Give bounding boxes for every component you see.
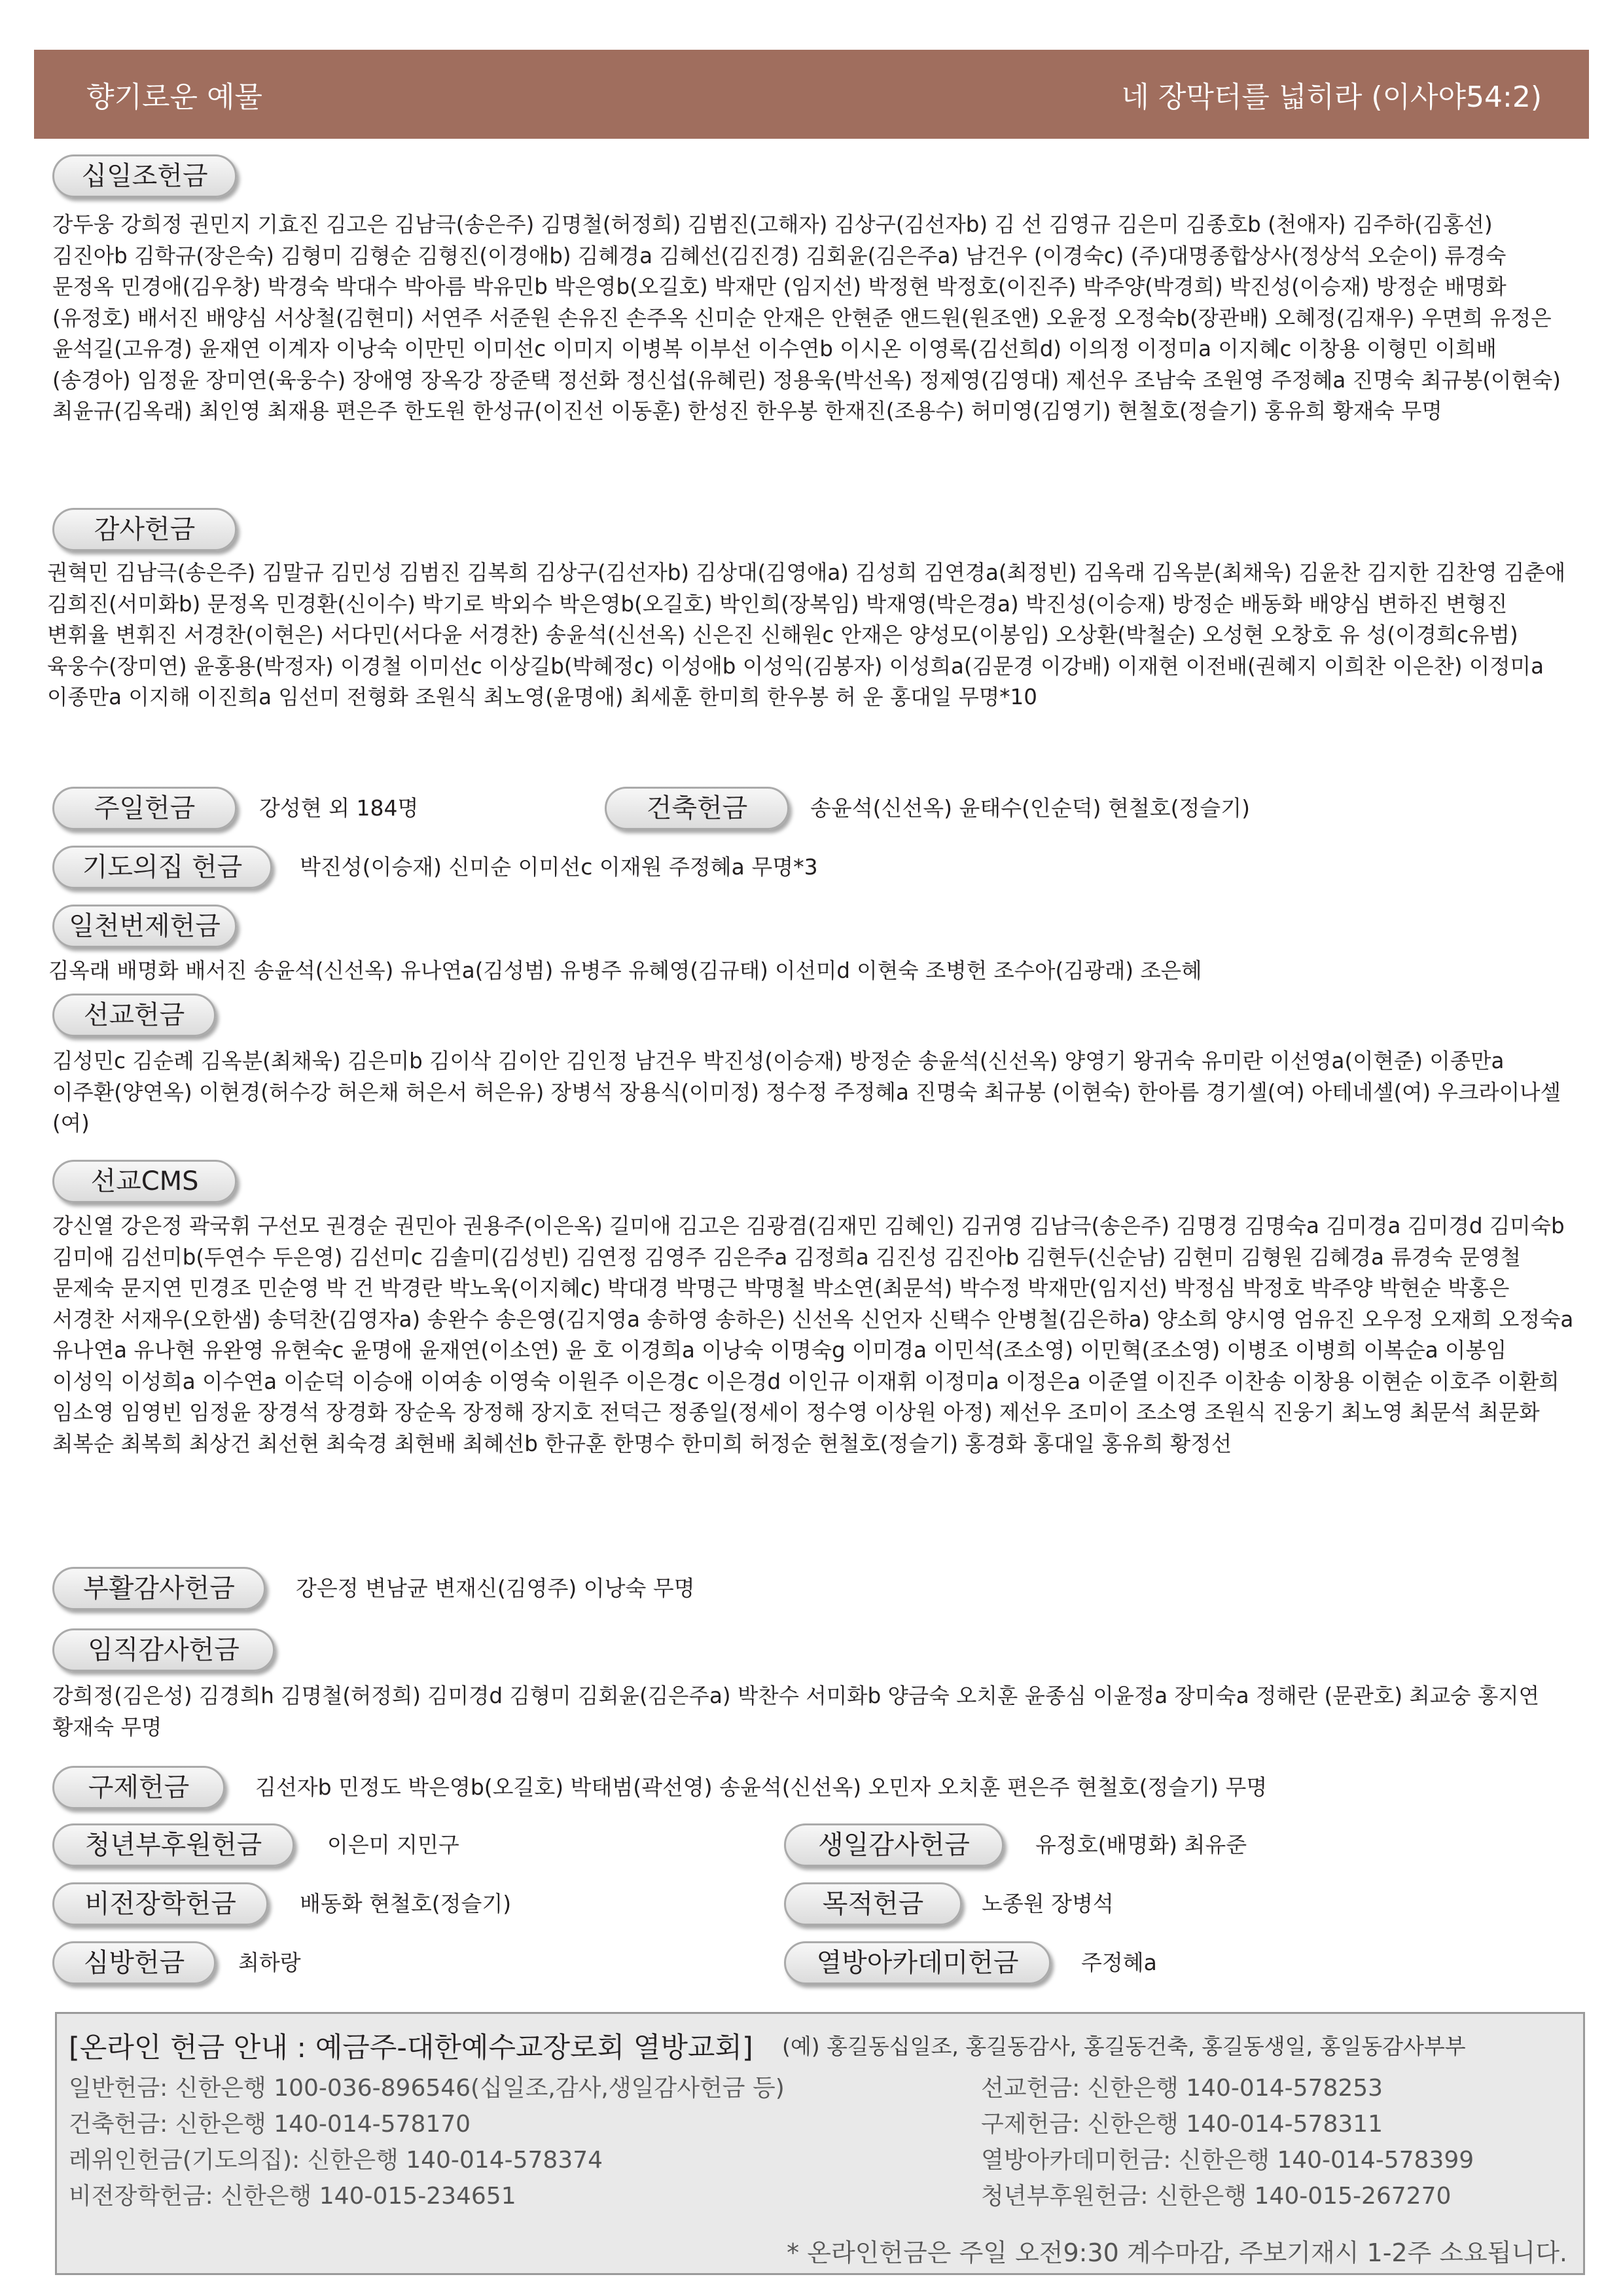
account-line: 구제헌금: 신한은행 140-014-578311 — [981, 2111, 1383, 2138]
thanks-names: 권혁민 김남극(송은주) 김말규 김민성 김범진 김복희 김상구(김선자b) 김상대(김영애a) 김성희 김연경a(최정빈) 김옥래 김옥분(최채욱) 김윤찬 김지한 김찬영 김춘애 김희진(서미화b) 문정옥 민경환(신이수) 박기로 박외수 박은영b(오길호) 박인희(장복임) 박재영(박은경a) 박진성(이승재) 방정순 배동화 배양심 변하진 변형진 변휘율 변휘진 서경찬(이현은) 서다민(서다윤 서경찬) 송윤석(신선옥) 신은진 신해원c 안재은 양성모(이봉임) 오상환(박철순) 오성현 오창호 유 성(이경희c유범) 육웅수(장미연) 윤홍용(박정자) 이경철 이미선c 이상길b(박혜정c) 이성애b 이성익(김봉자) 이성희a(김문경 이강배) 이재현 이전배(권혜지 이희찬 이은찬) 이정미a 이종만a 이지해 이진희a 임선미 전형화 조원식 최노영(윤명애) 최세훈 한미희 한우봉 허 운 홍대일 무명*10 — [47, 560, 1566, 709]
relief-label: 구제헌금 — [52, 1766, 225, 1809]
verse-reference: 네 장막터를 넓히라 (이사야54:2) — [1121, 81, 1542, 114]
tithe-label: 십일조헌금 — [52, 154, 237, 198]
account-line: 비전장학헌금: 신한은행 140-015-234651 — [69, 2183, 516, 2210]
relief-names: 김선자b 민정도 박은영b(오길호) 박태범(곽선영) 송윤석(신선옥) 오민자 오치훈 편은주 현철호(정슬기) 무명 — [255, 1774, 1268, 1800]
prayer-label: 기도의집 헌금 — [52, 846, 272, 889]
youth-names: 이은미 지민구 — [327, 1832, 459, 1857]
online-offering-box — [55, 2012, 1585, 2275]
online-offering-title: [온라인 헌금 안내 : 예금주-대한예수교장로회 열방교회] — [69, 2032, 753, 2064]
cms-names: 강신열 강은정 곽국휘 구선모 권경순 권민아 권용주(이은옥) 길미애 김고은 김광겸(김재민 김혜인) 김귀영 김남극(송은주) 김명경 김명숙a 김미경a 김미경d 김미숙b 김미애 김선미b(두연수 두은영) 김선미c 김솔미(김성빈) 김연정 김영주 김은주a 김정희a 김진성 김진아b 김현두(신순남) 김현미 김형원 김혜경a 류경숙 문영철 문제숙 문지연 민경조 민순영 박 건 박경란 박노욱(이지혜c) 박대경 박명근 박명철 박소연(최문석) 박수정 박재만(임지선) 박정심 박정호 박주양 박현순 박홍은 서경찬 서재우(오한샘) 송덕찬(김영자a) 송완수 송은영(김지영a 송하영 송하은) 신선옥 신언자 신택수 안병철(김은하a) 양소희 양시영 엄유진 오우정 오재희 오정숙a 유나연a 유나현 유완영 유현숙c 윤명애 윤재연(이소연) 윤 호 이경희a 이낭숙 이명숙g 이미경a 이민석(조소영) 이민혁(조소영) 이병조 이병희 이복순a 이봉임 이성익 이성희a 이수연a 이순덕 이승애 이여송 이영숙 이원주 이은경c 이은경d 이인규 이재휘 이정미a 이정은a 이준열 이진주 이찬송 이창용 이현순 이호주 이환희 임소영 임영빈 임정윤 장경석 장경화 장순옥 장정해 장지호 전덕근 정종일(정세이 정수영 이상원 아정) 제선우 조미이 조소영 조원식 진웅기 최노영 최문석 최문화 최복순 최복희 최상건 최선현 최숙경 최현배 최혜선b 한규훈 한명수 한미희 허정순 현철호(정슬기) 홍경화 홍대일 홍유희 황정선 — [52, 1213, 1574, 1456]
mission-label: 선교헌금 — [52, 994, 216, 1037]
birthday-label: 생일감사헌금 — [784, 1823, 1004, 1867]
academy-names: 주정혜a — [1081, 1950, 1157, 1975]
account-line: 열방아카데미헌금: 신한은행 140-014-578399 — [981, 2147, 1474, 2174]
birthday-names: 유정호(배명화) 최유준 — [1035, 1832, 1247, 1857]
header-bar — [34, 50, 1589, 139]
account-list-right — [981, 2070, 1474, 2214]
thousand-names: 김옥래 배명화 배서진 송윤석(신선옥) 유나연a(김성범) 유병주 유혜영(김규태) 이선미d 이현숙 조병헌 조수아(김광래) 조은혜 — [48, 958, 1202, 983]
scholarship-label: 비전장학헌금 — [52, 1882, 268, 1926]
tithe-names: 강두웅 강희정 권민지 기효진 김고은 김남극(송은주) 김명철(허정희) 김범진(고해자) 김상구(김선자b) 김 선 김영규 김은미 김종호b (천애자) 김주하(김홍선) 김진아b 김학규(장은숙) 김형미 김형순 김형진(이경애b) 김혜경a 김혜선(김진경) 김회윤(김은주a) 남건우 (이경숙c) (주)대명종합상사(정상석 오순이) 류경숙 문정옥 민경애(김우창) 박경숙 박대수 박아름 박유민b 박은영b(오길호) 박재만 (임지선) 박정현 박정호(이진주) 박주양(박경희) 박진성(이승재) 방정순 배명화(유정호) 배서진 배양심 서상철(김현미) 서연주 서준원 손유진 손주옥 신미순 안재은 안현준 앤드원(원조앤) 오윤정 오정숙b(장관배) 오혜정(김재우) 우면희 유정은 윤석길(고유경) 윤재연 이계자 이낭숙 이만민 이미선c 이미지 이병복 이부선 이수연b 이시온 이영록(김선희d) 이의정 이정미a 이지혜c 이창용 이형민 이희배 (송경아) 임정윤 장미연(육웅수) 장애영 장옥강 장준택 정선화 정신섭(유혜린) 정용욱(박선옥) 정제영(김영대) 제선우 조남숙 조원영 주정혜a 진명숙 최규봉(이현숙) 최윤규(김옥래) 최인영 최재용 편은주 한도원 한성규(이진선 이동훈) 한성진 한우봉 한재진(조용수) 허미영(김영기) 현철호(정슬기) 홍유희 황재숙 무명 — [52, 212, 1561, 423]
account-line: 선교헌금: 신한은행 140-014-578253 — [981, 2075, 1383, 2102]
sunday-label: 주일헌금 — [52, 787, 237, 830]
cms-label: 선교CMS — [52, 1160, 237, 1203]
page-title: 향기로운 예물 — [86, 81, 263, 114]
office-label: 임직감사헌금 — [52, 1628, 275, 1672]
sunday-names: 강성현 외 184명 — [259, 795, 419, 821]
purpose-names: 노종원 장병석 — [982, 1891, 1114, 1916]
account-line: 청년부후원헌금: 신한은행 140-015-267270 — [981, 2183, 1452, 2210]
building-label: 건축헌금 — [605, 787, 789, 830]
prayer-names: 박진성(이승재) 신미순 이미선c 이재원 주정혜a 무명*3 — [300, 854, 818, 880]
easter-names: 강은정 변남균 변재신(김영주) 이낭숙 무명 — [296, 1575, 695, 1601]
academy-label: 열방아카데미헌금 — [784, 1941, 1051, 1984]
account-line: 레위인헌금(기도의집): 신한은행 140-014-578374 — [69, 2147, 603, 2174]
office-names: 강희정(김은성) 김경희h 김명철(허정희) 김미경d 김형미 김회윤(김은주a) 박찬수 서미화b 양금숙 오치훈 윤종심 이윤정a 장미숙a 정해란 (문관호) 최교숭 홍지연 황재숙 무명 — [52, 1683, 1540, 1740]
building-names: 송윤석(신선옥) 윤태수(인순덕) 현철호(정슬기) — [810, 795, 1251, 821]
thousand-label: 일천번제헌금 — [52, 905, 237, 948]
youth-label: 청년부후원헌금 — [52, 1823, 294, 1867]
visit-names: 최하랑 — [238, 1950, 301, 1975]
easter-label: 부활감사헌금 — [52, 1567, 266, 1610]
scholarship-names: 배동화 현철호(정슬기) — [300, 1891, 512, 1916]
mission-names: 김성민c 김순례 김옥분(최채욱) 김은미b 김이삭 김이안 김인정 남건우 박진성(이승재) 방정순 송윤석(신선옥) 양영기 왕귀숙 유미란 이선영a(이현준) 이종만a 이주환(양연옥) 이현경(허수강 허은채 허은서 허은유) 장병석 장용식(이미정) 정수정 주정혜a 진명숙 최규봉 (이현숙) 한아름 경기셀(여) 아테네셀(여) 우크라이나셀(여) — [52, 1049, 1561, 1136]
thanks-label: 감사헌금 — [52, 508, 237, 551]
account-line: 건축헌금: 신한은행 140-014-578170 — [69, 2111, 471, 2138]
account-line: 일반헌금: 신한은행 100-036-896546(십일조,감사,생일감사헌금 등) — [69, 2075, 785, 2102]
online-offering-example: (예) 홍길동십일조, 홍길동감사, 홍길동건축, 홍길동생일, 홍일동감사부부 — [782, 2034, 1466, 2059]
visit-label: 심방헌금 — [52, 1941, 216, 1984]
online-offering-note: * 온라인헌금은 주일 오전9:30 계수마감, 주보기재시 1-2주 소요됩니다. — [787, 2238, 1567, 2267]
purpose-label: 목적헌금 — [784, 1882, 962, 1926]
account-list-left — [69, 2070, 785, 2214]
